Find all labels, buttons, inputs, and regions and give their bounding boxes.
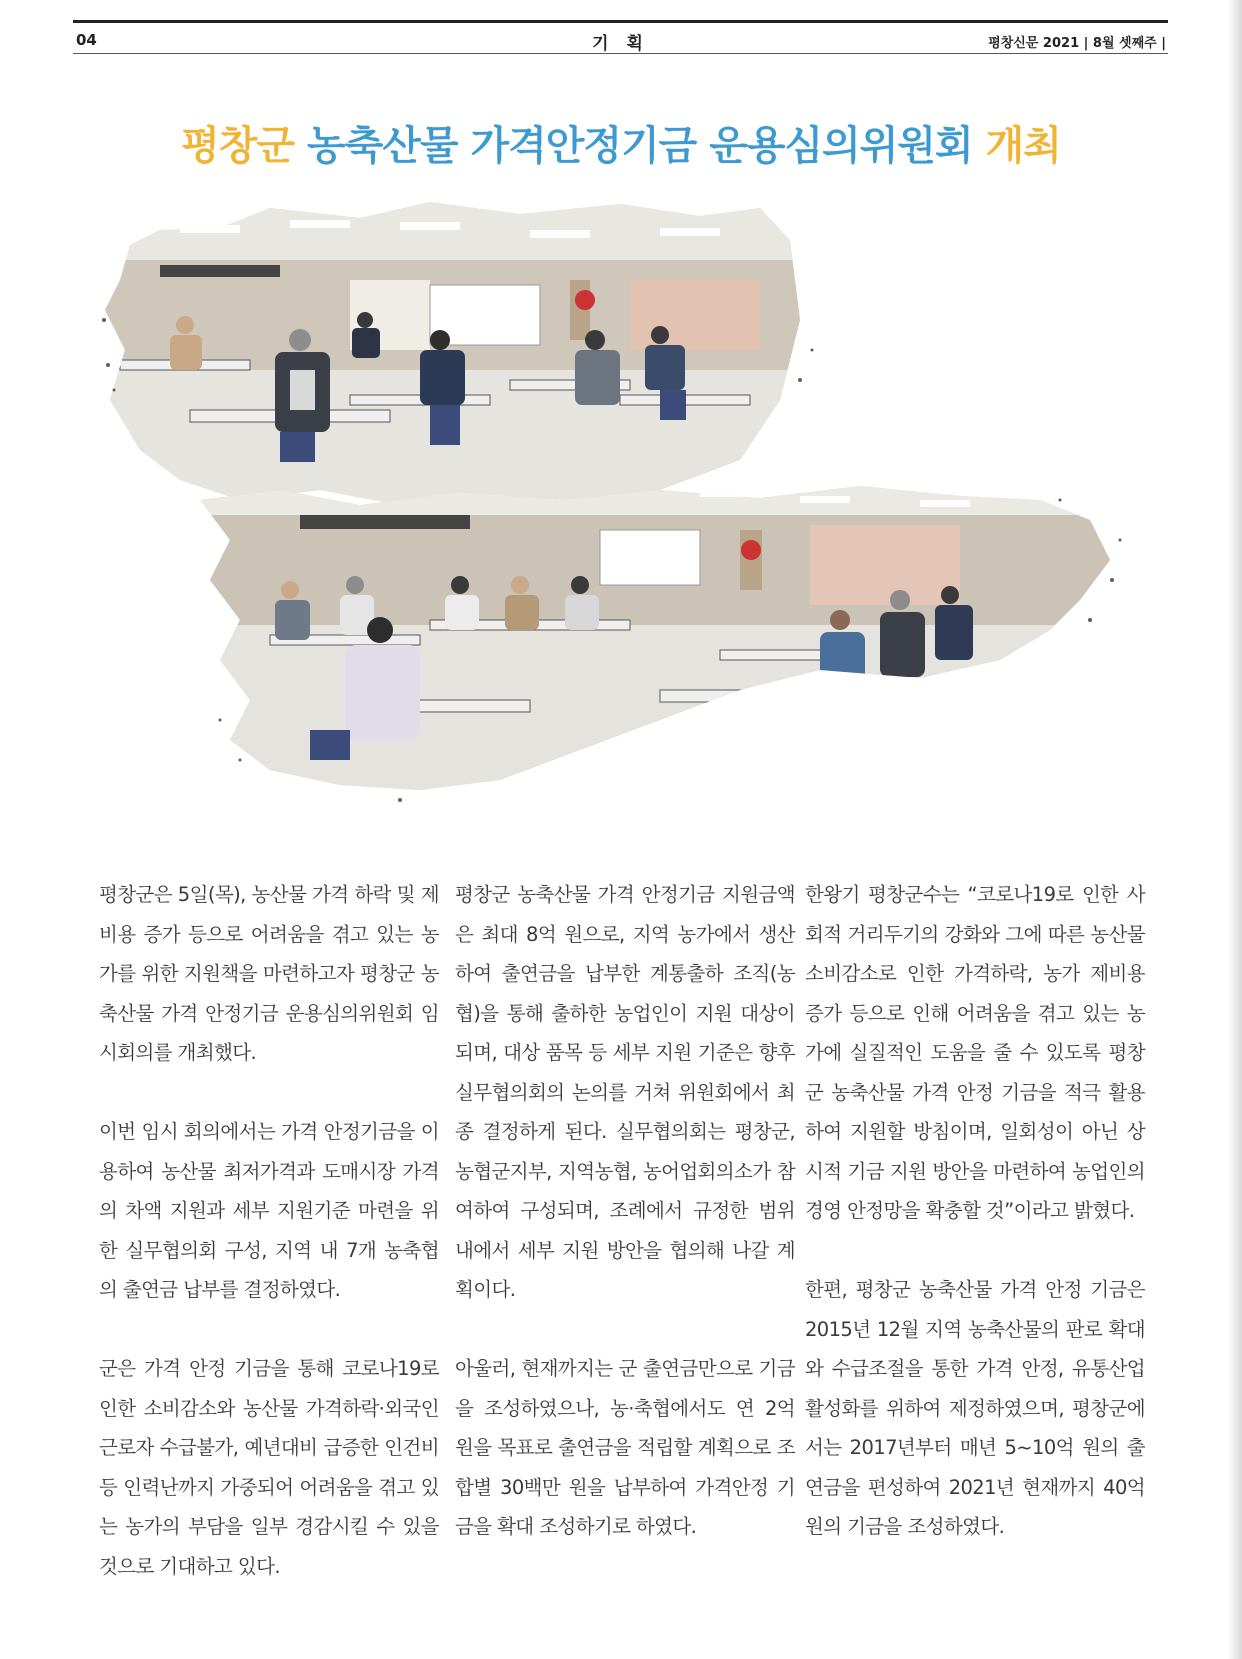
headline-part-location: 평창군 (181, 123, 295, 169)
headline-part-event: 개최 (985, 123, 1061, 169)
newspaper-issue-info: 평창신문 2021 | 8월 셋째주 | (988, 36, 1166, 51)
page-number: 04 (76, 31, 97, 49)
page-edge-shadow (1228, 0, 1242, 1659)
article-paragraph: 평창군 농축산물 가격 안정기금 지원금액은 최대 8억 원으로, 지역 농가에서 생산하여 출연금을 납부한 계통출하 조직(농협)을 통해 출하한 농업인이 지원 대상이 되며, 대상 품목 등 세부 지원 기준은 향후 실무협의회의 논의를 거쳐 위원회에서 최종 결정하게 된다. 실무협의회는 평창군, 농협군지부, 지역농협, 농어업회의소가 참여하여 구성되며, 조례에서 규정한 범위 내에서 세부 지원 방안을 협의해 나갈 계획이다. (455, 883, 795, 1301)
article-headline (0, 114, 1242, 171)
article-column-3 (805, 875, 1145, 1547)
headline-part-committee: 농축산물 가격안정기금 운용심의위원회 (306, 123, 973, 169)
article-paragraph: 아울러, 현재까지는 군 출연금만으로 기금을 조성하였으나, 농·축협에서도 연 2억 원을 목표로 출연금을 적립할 계획으로 조합별 30백만 원을 납부하여 가격안정 기금을 확대 조성하기로 하였다. (455, 1357, 795, 1538)
meeting-photo-bottom (190, 480, 1130, 800)
article-paragraph: 평창군은 5일(목), 농산물 가격 하락 및 제비용 증가 등으로 어려움을 겪고 있는 농가를 위한 지원책을 마련하고자 평창군 농축산물 가격 안정기금 운용심의위원회 임시회의를 개최했다. (99, 883, 439, 1064)
meeting-photo-top (100, 200, 820, 510)
article-paragraph: 한왕기 평창군수는 “코로나19로 인한 사회적 거리두기의 강화와 그에 따른 농산물 소비감소로 인한 가격하락, 농가 제비용 증가 등으로 인해 어려움을 겪고 있는 농가에 실질적인 도움을 줄 수 있도록 평창군 농축산물 가격 안정 기금을 적극 활용하여 지원할 방침이며, 일회성이 아닌 상시적 기금 지원 방안을 마련하여 농업인의 경영 안정망을 확충할 것”이라고 밝혔다. (805, 883, 1145, 1222)
article-paragraph: 군은 가격 안정 기금을 통해 코로나19로 인한 소비감소와 농산물 가격하락·외국인 근로자 수급불가, 예년대비 급증한 인건비 등 인력난까지 가중되어 어려움을 겪고 있는 농가의 부담을 일부 경감시킬 수 있을 것으로 기대하고 있다. (99, 1357, 439, 1578)
article-column-1 (99, 875, 439, 1586)
article-column-2 (455, 875, 795, 1547)
article-paragraph: 한편, 평창군 농축산물 가격 안정 기금은 2015년 12월 지역 농축산물의 판로 확대와 수급조절을 통한 가격 안정, 유통산업 활성화를 위하여 제정하였으며, 평창군에서는 2017년부터 매년 5~10억 원의 출연금을 편성하여 2021년 현재까지 40억 원의 기금을 조성하였다. (805, 1278, 1145, 1538)
meeting-photo-collage (100, 200, 1200, 840)
article-paragraph: 이번 임시 회의에서는 가격 안정기금을 이용하여 농산물 최저가격과 도매시장 가격의 차액 지원과 세부 지원기준 마련을 위한 실무협의회 구성, 지역 내 7개 농축협의 출연금 납부를 결정하였다. (99, 1120, 439, 1301)
section-label: 기 획 (592, 34, 649, 54)
page-header (73, 20, 1168, 54)
